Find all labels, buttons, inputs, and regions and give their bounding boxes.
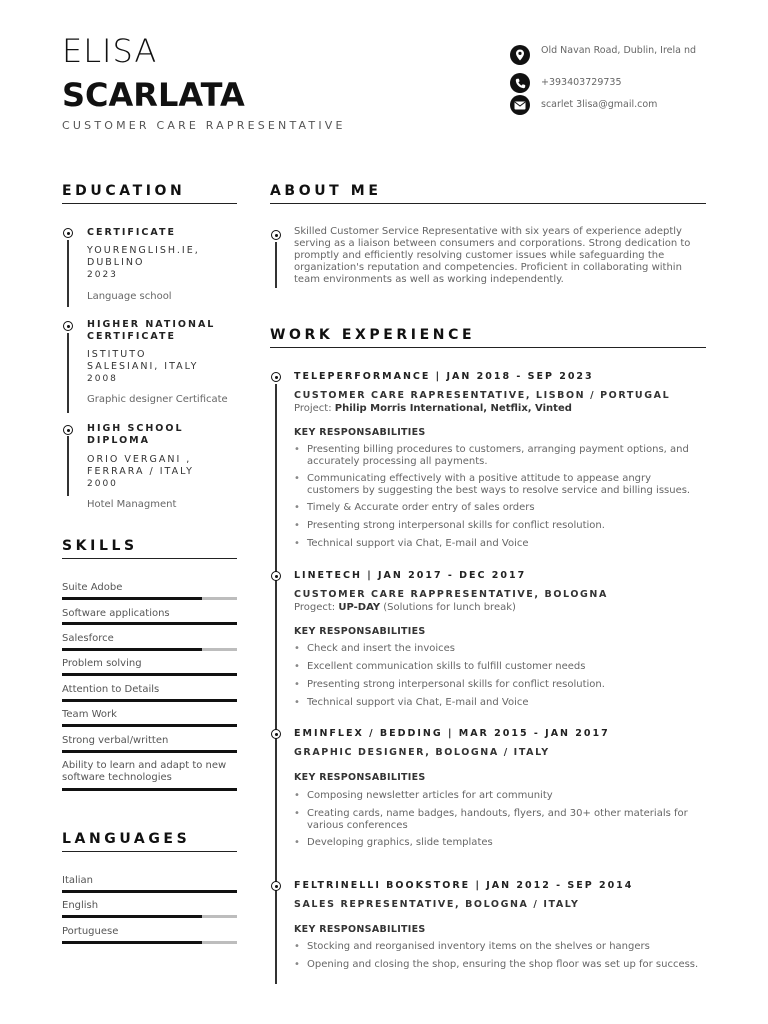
skill-level-fill [62,597,202,600]
language-level-fill [62,915,202,918]
language-label: Italian [62,875,94,886]
responsibility-text: Communicating effectively with a positive attitude to appease angry customers by suggesting the best ways to resolve service and billing issues. [307,473,691,496]
responsibility-item [294,679,702,691]
bullet-dot-icon: • [294,808,300,819]
skill-level-fill [62,724,237,727]
bullet-dot-icon: • [294,520,300,531]
work-divider [270,347,706,348]
education-timeline-line [67,240,69,307]
responsibility-text: Presenting strong interpersonal skills for conflict resolution. [307,679,605,690]
responsibility-text: Creating cards, name badges, handouts, flyers, and 30+ other materials for various conferences [307,808,688,831]
skill-level-fill [62,788,237,791]
timeline-bullet-icon [63,228,73,238]
job-role: GRAPHIC DESIGNER, BOLOGNA / ITALY [294,747,550,758]
education-item-year: 2008 [87,374,118,384]
job-title: CUSTOMER CARE RAPRESENTATIVE [62,119,346,132]
project-label: Progect: [294,602,336,613]
language-level-bar [62,941,237,944]
email-text: scarlet 3lisa@gmail.com [541,99,658,110]
timeline-bullet-icon [271,729,281,739]
skill-level-fill [62,673,237,676]
project-value: UP-DAY [338,602,381,613]
skill-level-fill [62,622,237,625]
job-project [294,602,516,613]
job-project [294,403,572,414]
phone-icon [510,73,530,93]
key-responsibilities-label: KEY RESPONSABILITIES [294,626,426,637]
bullet-dot-icon: • [294,941,300,952]
responsibility-item [294,538,702,550]
language-level-fill [62,941,202,944]
skill-label: Strong verbal/written [62,735,169,746]
education-item-desc: Graphic designer Certificate [87,394,228,405]
key-responsibilities-label: KEY RESPONSABILITIES [294,772,426,783]
timeline-bullet-icon [63,321,73,331]
skill-level-fill [62,648,202,651]
education-item [87,319,237,405]
skills-divider [62,558,237,559]
languages-heading: LANGUAGES [62,831,191,847]
education-item [87,423,237,510]
job-role: SALES REPRESENTATIVE, BOLOGNA / ITALY [294,899,580,910]
language-level-fill [62,890,237,893]
job-header: FELTRINELLI BOOKSTORE | JAN 2012 - SEP 2014 [294,880,634,891]
language-level-bar [62,915,237,918]
skill-level-bar [62,673,237,676]
skill-level-bar [62,699,237,702]
skills-heading: SKILLS [62,538,138,554]
languages-divider [62,851,237,852]
location-pin-icon [510,45,530,65]
responsibility-item [294,661,702,673]
job-header: LINETECH | JAN 2017 - DEC 2017 [294,570,527,581]
project-extra: (Solutions for lunch break) [383,602,516,613]
key-responsibilities-label: KEY RESPONSABILITIES [294,924,426,935]
education-item-school: ISTITUTO SALESIANI, ITALY [87,349,199,372]
skill-label: Problem solving [62,658,142,669]
contact-email [510,95,701,115]
bullet-dot-icon: • [294,538,300,549]
responsibility-text: Check and insert the invoices [307,643,456,654]
phone-text: +393403729735 [541,77,622,88]
skill-label: Attention to Details [62,684,160,695]
address-text: Old Navan Road, Dublin, Irela nd [541,45,697,56]
bullet-dot-icon: • [294,679,300,690]
language-label: English [62,900,99,911]
project-label: Project: [294,403,332,414]
about-divider [270,203,706,204]
bullet-dot-icon: • [294,473,300,484]
responsibility-text: Opening and closing the shop, ensuring the shop floor was set up for success. [307,959,699,970]
skill-level-bar [62,724,237,727]
responsibility-item [294,520,702,532]
responsibility-text: Developing graphics, slide templates [307,837,493,848]
skill-level-bar [62,788,237,791]
skill-level-bar [62,622,237,625]
education-item-school: YOURENGLISH.IE, DUBLINO [87,245,200,268]
timeline-bullet-icon [271,372,281,382]
skill-label: Ability to learn and adapt to new software technologies [62,760,227,783]
education-item-school: ORIO VERGANI , FERRARA / ITALY [87,454,194,477]
bullet-dot-icon: • [294,643,300,654]
bullet-dot-icon: • [294,790,300,801]
responsibility-item [294,697,702,709]
language-label: Portuguese [62,926,119,937]
skill-level-fill [62,699,237,702]
responsibility-text: Technical support via Chat, E-mail and Voice [307,538,529,549]
first-name: ELISA [62,32,158,70]
timeline-bullet-icon [271,230,281,240]
responsibility-item [294,959,702,971]
responsibility-item [294,808,702,832]
responsibility-text: Presenting billing procedures to customers, arranging payment options, and accurately processing all payments. [307,444,689,467]
education-timeline-line [67,436,69,496]
language-level-bar [62,890,237,893]
work-timeline-line [275,384,277,984]
timeline-bullet-icon [271,571,281,581]
responsibility-text: Composing newsletter articles for art community [307,790,553,801]
education-item-year: 2000 [87,479,118,489]
education-item-year: 2023 [87,270,118,280]
responsibility-text: Timely & Accurate order entry of sales orders [307,502,535,513]
about-timeline-line [275,242,277,288]
responsibility-item [294,790,702,802]
bullet-dot-icon: • [294,959,300,970]
skill-level-bar [62,648,237,651]
job-header: TELEPERFORMANCE | JAN 2018 - SEP 2023 [294,371,594,382]
education-divider [62,203,237,204]
skill-level-fill [62,750,237,753]
skill-label: Software applications [62,608,170,619]
skill-level-bar [62,597,237,600]
job-role: CUSTOMER CARE RAPPRESENTATIVE, BOLOGNA [294,589,608,600]
education-heading: EDUCATION [62,183,186,199]
project-value: Philip Morris International, Netflix, Vinted [334,403,572,414]
bullet-dot-icon: • [294,697,300,708]
skill-label: Team Work [62,709,117,720]
skill-level-bar [62,750,237,753]
responsibility-item [294,473,702,497]
education-item [87,227,237,302]
responsibility-text: Presenting strong interpersonal skills for conflict resolution. [307,520,605,531]
bullet-dot-icon: • [294,661,300,672]
education-timeline-line [67,333,69,413]
education-item-title: HIGH SCHOOL DIPLOMA [87,423,184,446]
responsibility-item [294,837,702,849]
responsibility-item [294,444,702,468]
timeline-bullet-icon [271,881,281,891]
responsibility-text: Stocking and reorganised inventory items on the shelves or hangers [307,941,650,952]
mail-icon [510,95,530,115]
last-name: SCARLATA [62,76,245,114]
responsibility-item [294,502,702,514]
education-item-title: CERTIFICATE [87,227,176,238]
contact-address [510,45,701,65]
about-heading: ABOUT ME [270,183,382,199]
responsibility-item [294,643,702,655]
key-responsibilities-label: KEY RESPONSABILITIES [294,427,426,438]
responsibility-item [294,941,702,953]
skill-label: Suite Adobe [62,582,123,593]
bullet-dot-icon: • [294,444,300,455]
skill-label: Salesforce [62,633,114,644]
education-item-desc: Hotel Managment [87,499,177,510]
job-role: CUSTOMER CARE RAPRESENTATIVE, LISBON / PORTUGAL [294,390,671,401]
work-heading: WORK EXPERIENCE [270,327,476,343]
responsibility-text: Excellent communication skills to fulfill customer needs [307,661,586,672]
about-text: Skilled Customer Service Representative with six years of experience adeptly serving as a liaison between consumers and corporations. Strong dedication to promptly and efficiently resolving customer issues while safeguarding the organization's reputation and competencies. Proficient in collaborating within team environments as well as working independently. [294,226,691,285]
bullet-dot-icon: • [294,502,300,513]
contact-phone [510,73,701,93]
job-header: EMINFLEX / BEDDING | MAR 2015 - JAN 2017 [294,728,610,739]
bullet-dot-icon: • [294,837,300,848]
education-item-desc: Language school [87,291,172,302]
timeline-bullet-icon [63,425,73,435]
education-item-title: HIGHER NATIONAL CERTIFICATE [87,319,216,342]
responsibility-text: Technical support via Chat, E-mail and Voice [307,697,529,708]
